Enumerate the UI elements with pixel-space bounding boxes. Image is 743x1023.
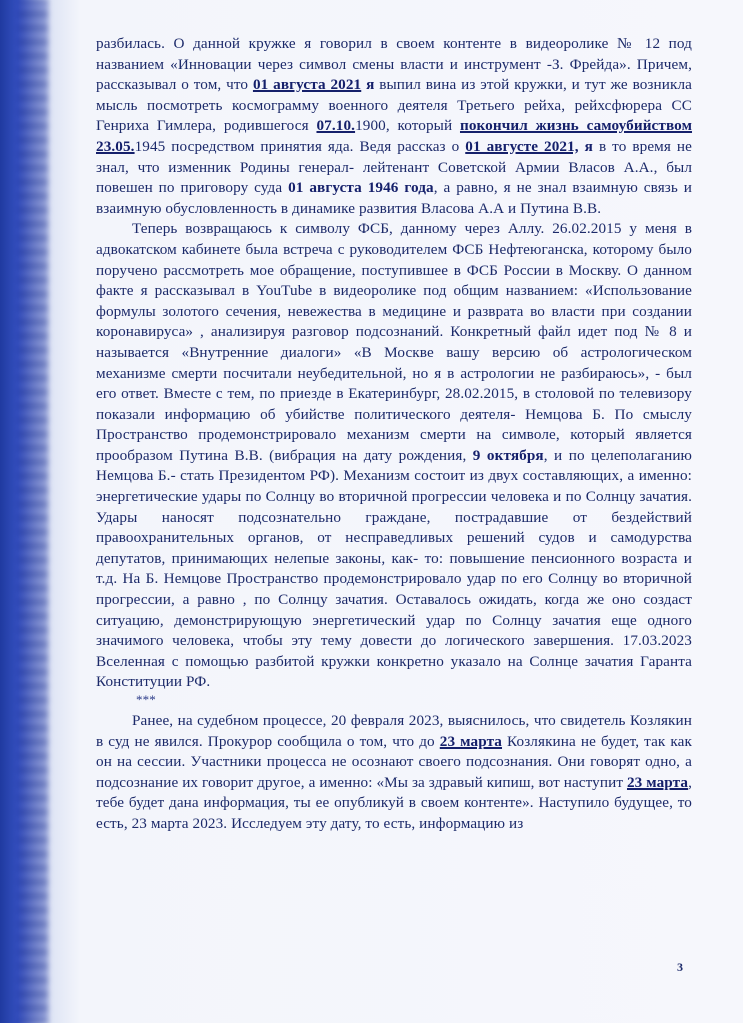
paragraph: [96, 219, 692, 693]
emphasized-text: 23.05.: [96, 137, 135, 155]
section-separator: ***: [136, 692, 156, 707]
paragraph-text: 1900, который: [355, 117, 460, 135]
paragraph-text: , тебе будет дана информация, ты ее опубликуй в своем контенте». Наступило будущее, то есть, 23 марта 2023. Исследуем эту дату, то есть, информацию из: [96, 773, 692, 832]
emphasized-text: я: [578, 137, 593, 155]
paragraph-text: в то время не знал, что изменник Родины генерал- лейтенант Советской Армии Власов А.А., был повешен по приговору суда: [96, 137, 692, 197]
emphasized-text: я: [361, 76, 375, 94]
paragraph-text: , а равно, я не знал взаимную связь и взаимную обусловленность в динамике развития Власова А.А и Путина В.В.: [96, 179, 693, 217]
paragraph-text: выпил вина из этой кружки, и тут же возникла мысль посмотреть космограмму военного деятеля Третьего рейха, рейхсфюрера СС Генриха Гимлера, родившегося: [96, 76, 692, 135]
emphasized-text: 9 октября: [472, 446, 544, 464]
document-body: [96, 34, 692, 835]
paragraphs-top: [96, 34, 692, 693]
paragraph-text: разбилась. О данной кружке я говорил в своем контенте в видеоролике № 12 под названием «Инновации через символ смены власти и инструмент -З. Фрейда». Причем, рассказывал о том, что: [96, 35, 692, 94]
paragraph-text: Козлякина не будет, так как он на сессии. Участники процесса не осознают своего подсознания. Они говорят одно, а подсознание их говорит другое, а именно: «Мы за здравый кипиш, вот наступит: [96, 732, 692, 791]
emphasized-text: 01 августе 2021,: [465, 137, 579, 155]
emphasized-text: 23 марта: [439, 732, 503, 750]
paragraph-text: Теперь возвращаюсь к символу ФСБ, данному через Аллу. 26.02.2015 у меня в адвокатском кабинете была встреча с руководителем ФСБ Нефтеюганска, которому было поручено рассмотреть мое обращение, поступившее в ФСБ России в Москву. О данном факте я рассказывал в YouTube в видеоролике под общим названием: «Использование формулы золотого сечения, невежества в медицине и разврата во власти при создании коронавируса» , анализируя разговор подсознаний. Конкретный файл идет под № 8 и называется «Внутренние диалоги» «В Москве вашу версию об астрологическом механизме смерти посчитали неубедительной, но я в астрологии не разбираюсь», - был его ответ. Вместе с тем, по приезде в Екатеринбург, 28.02.2015, в столовой по телевизору показали информацию об убийстве политического деятеля- Немцова Б. По смыслу Пространство продемонстрировало механизм смерти на символе, который является прообразом Путина В.В. (вибрация на дату рождения,: [96, 220, 692, 464]
paragraph: [96, 34, 692, 219]
scan-edge-shadow: [18, 0, 48, 1023]
page-number: 3: [677, 960, 683, 974]
emphasized-text: 01 августа 2021: [252, 76, 362, 94]
paragraphs-bottom: [96, 711, 692, 835]
paragraph-text: , и по целеполаганию Немцова Б.- стать Президентом РФ). Механизм состоит из двух составляющих, а именно: энергетические удары по Солнцу во вторичной прогрессии человека и по Солнцу зачатия. Удары наносят подсознательно граждане, пострадавшие от бездействий правоохранительных органов, от несправедливых решений судов и самодурства депутатов, принимающих нелепые законы, как- то: повышение пенсионного возраста и т.д. На Б. Немцове Пространство продемонстрировало удар по его Солнцу во вторичной прогрессии, а равно , по Солнцу зачатия. Оставалось ожидать, когда же оно создаст ситуацию, демонстрирующую энергетический удар по Солнцу зачатия еще одного значимого человека, чтобы эту тему довести до логического завершения. 17.03.2023 Вселенная с помощью разбитой кружки конкретно указало на Солнце зачатия Гаранта Конституции РФ.: [96, 446, 692, 691]
paragraph-text: 1945 посредством принятия яда. Ведя рассказ о: [134, 137, 466, 155]
emphasized-text: 01 августа 1946 года: [288, 179, 434, 197]
emphasized-text: покончил жизнь самоубийством: [459, 117, 693, 135]
paragraph: [96, 711, 692, 835]
emphasized-text: 07.10.: [316, 117, 356, 135]
paragraph-text: Ранее, на судебном процессе, 20 февраля 2023, выяснилось, что свидетель Козлякин в суд не явился. Прокурор сообщила о том, что до: [96, 712, 692, 750]
emphasized-text: 23 марта: [626, 773, 689, 791]
